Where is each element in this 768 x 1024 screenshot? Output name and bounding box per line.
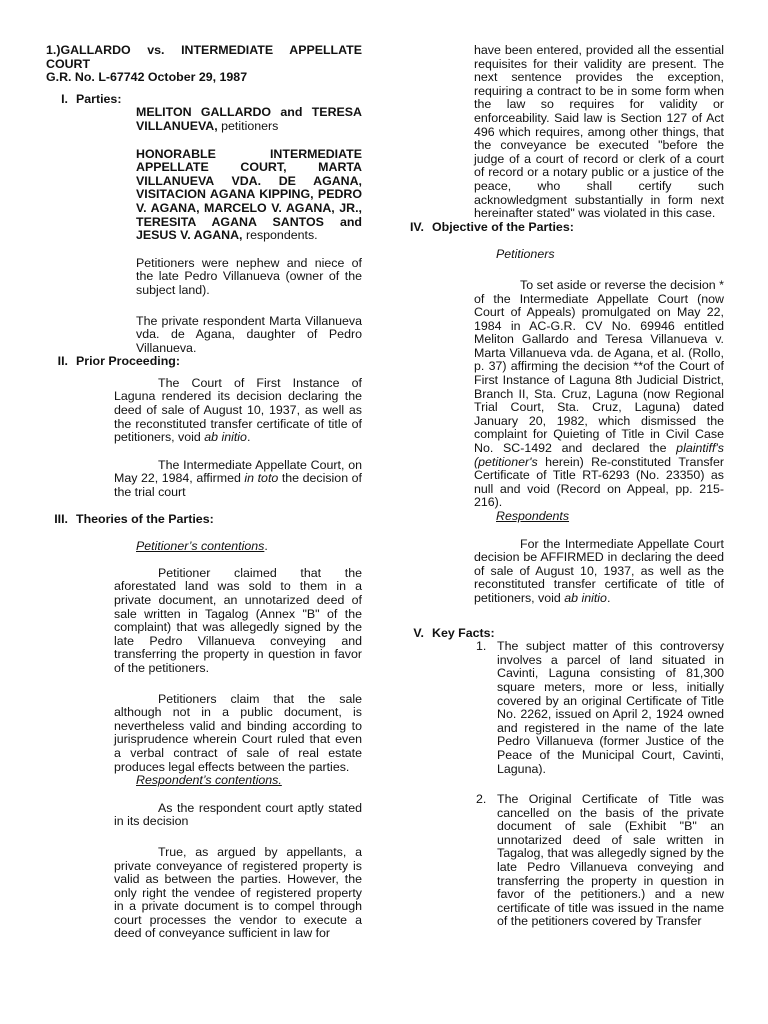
section-title: Theories of the Parties: (76, 511, 214, 526)
objective-petitioners-label: Petitioners (496, 247, 555, 262)
respondent-contention-1: As the respondent court aptly stated in its decision (114, 800, 362, 829)
key-fact-number: 1. (476, 639, 487, 654)
section-heading-key-facts (402, 627, 724, 641)
section-number: II. (57, 354, 68, 369)
key-fact-text: The Original Certificate of Title was cancelled on the basis of the private document of sale (Exhibit "B" an unnotarized deed of sale written in Tagalog, that was allegedly signed by the late Pedro Villanueva conveying and transferring the property in question in favor of the petitioners.) and a new certificate of title was issued in the name of the petitioners covered by Transfer (497, 792, 724, 929)
section-heading-theories (46, 513, 362, 527)
section-prior-proceeding (46, 355, 362, 499)
petitioner-contention-2: Petitioners claim that the sale although not in a public document, is nevertheless valid and binding according to jurisprudence wherein Court ruled that even a verbal contract of sale of real estate produces legal effects between the parties. (114, 691, 362, 774)
key-fact-item (474, 793, 724, 929)
section-number: I. (61, 91, 68, 106)
objective-respondents-label: Respondents (496, 509, 570, 523)
objective-petitioners-text: To set aside or reverse the decision * of the Intermediate Appellate Court (now Court of Appeals) promulgated on May 22, 1984 in AC-G.R. CV No. 69946 entitled Meliton Gallardo and Teresa Villanueva v. Marta Villanueva vda. de Agana, et al. (Rollo, p. 37) affirming the decision **of the Court of First Instance of Laguna 8th Judicial District, Branch II, Sta. Cruz, Laguna (now Regional Trial Court, Sta. Cruz, Laguna) dated January 20, 1982, which dismissed the complaint for Quieting of Title in Civil Case No. SC-1492 and declared the plaintiff's (petitioner's herein) Re-constituted Transfer Certificate of Title RT-6293 (No. 23350) as null and void (Record on Appeal, pp. 215-216). (474, 277, 724, 510)
respondent-contentions-heading: Respondent’s contentions. (136, 773, 282, 788)
respondents-names: HONORABLE INTERMEDIATE APPELLATE COURT, MARTA VILLANUEVA VDA. DE AGANA, VISITACION AGANA KIPPING, PEDRO V. AGANA, MARCELO V. AGANA, JR., TERESITA AGANA SANTOS and JESUS V. AGANA, respondents. (136, 146, 362, 243)
right-column (409, 43, 724, 929)
section-heading-objective (402, 221, 724, 235)
section-objective (409, 219, 724, 606)
section-title: Prior Proceeding: (76, 354, 180, 369)
parties-note-2: The private respondent Marta Villanueva vda. de Agana, daughter of Pedro Villanueva. (136, 313, 362, 355)
case-citation: G.R. No. L-67742 October 29, 1987 (46, 70, 248, 85)
petitioners-names: MELITON GALLARDO and TERESA VILLANUEVA, petitioners (136, 105, 362, 133)
prior-proceeding-para-1: The Court of First Instance of Laguna rendered its decision declaring the deed of sale of August 10, 1937, as well as the reconstituted transfer certificate of title of petitioners, void ab initio. (114, 375, 362, 445)
key-fact-text: The subject matter of this controversy involves a parcel of land situated in Cavinti, Laguna consisting of 81,300 square meters, more or less, initially covered by an original Certificate of Title No. 2262, issued on April 2, 1924 owned and registered in the name of the late Pedro Villanueva (former Justice of the Peace of the Municipal Court, Cavinti, Laguna). (497, 639, 724, 776)
prior-proceeding-para-2: The Intermediate Appellate Court, on May 22, 1984, affirmed in toto the decision of the trial court (114, 457, 362, 500)
petitioner-contentions-heading: Petitioner’s contentions. (136, 539, 268, 554)
left-column (46, 44, 362, 941)
section-parties (46, 93, 362, 356)
section-title: Parties: (76, 91, 122, 106)
section-key-facts (413, 625, 724, 929)
parties-note-1: Petitioners were nephew and niece of the late Pedro Villanueva (owner of the subject land). (136, 255, 362, 297)
section-theories (46, 513, 362, 941)
section-heading-parties (46, 93, 362, 107)
case-title (46, 44, 362, 85)
section-number: IV. (409, 219, 424, 234)
key-fact-number: 2. (476, 792, 487, 807)
section-title: Objective of the Parties: (432, 219, 574, 234)
section-number: III. (54, 511, 68, 526)
section-title: Key Facts: (432, 625, 495, 640)
petitioner-contention-1: Petitioner claimed that the aforestated land was sold to them in a private document, an unnotarized deed of sale written in Tagalog (Annex "B" of the complaint) that was allegedly signed by the late Pedro Villanueva conveying and transferring the property in question in favor of the petitioners. (114, 565, 362, 675)
objective-respondents-text: For the Intermediate Appellate Court decision be AFFIRMED in declaring the deed of sale of August 10, 1937, as well as the reconstituted transfer certificate of title of petitioners, void ab initio. (474, 536, 724, 605)
section-heading-prior-proceeding (46, 355, 362, 369)
theories-continuation: have been entered, provided all the essential requisites for their validity are present. The next sentence provides the exception, requiring a contract to be in some form when the law so requires for validity or enforceability. Said law is Section 127 of Act 496 which requires, among other things, that the conveyance be executed "before the judge of a court of record or clerk of a court of record or a notary public or a justice of the peace, who shall certify such acknowledgment substantially in form next hereinafter stated" was violated in this case. (474, 43, 724, 221)
respondent-contention-2: True, as argued by appellants, a private conveyance of registered property is valid as between the parties. However, the only right the vendee of registered property in a private document is to compel through court processes the vendor to execute a deed of conveyance sufficient in law for (114, 844, 362, 941)
key-fact-item (474, 640, 724, 776)
section-number: V. (413, 625, 424, 640)
case-title-line1: 1.)GALLARDO vs. INTERMEDIATE APPELLATE COURT (46, 43, 362, 71)
